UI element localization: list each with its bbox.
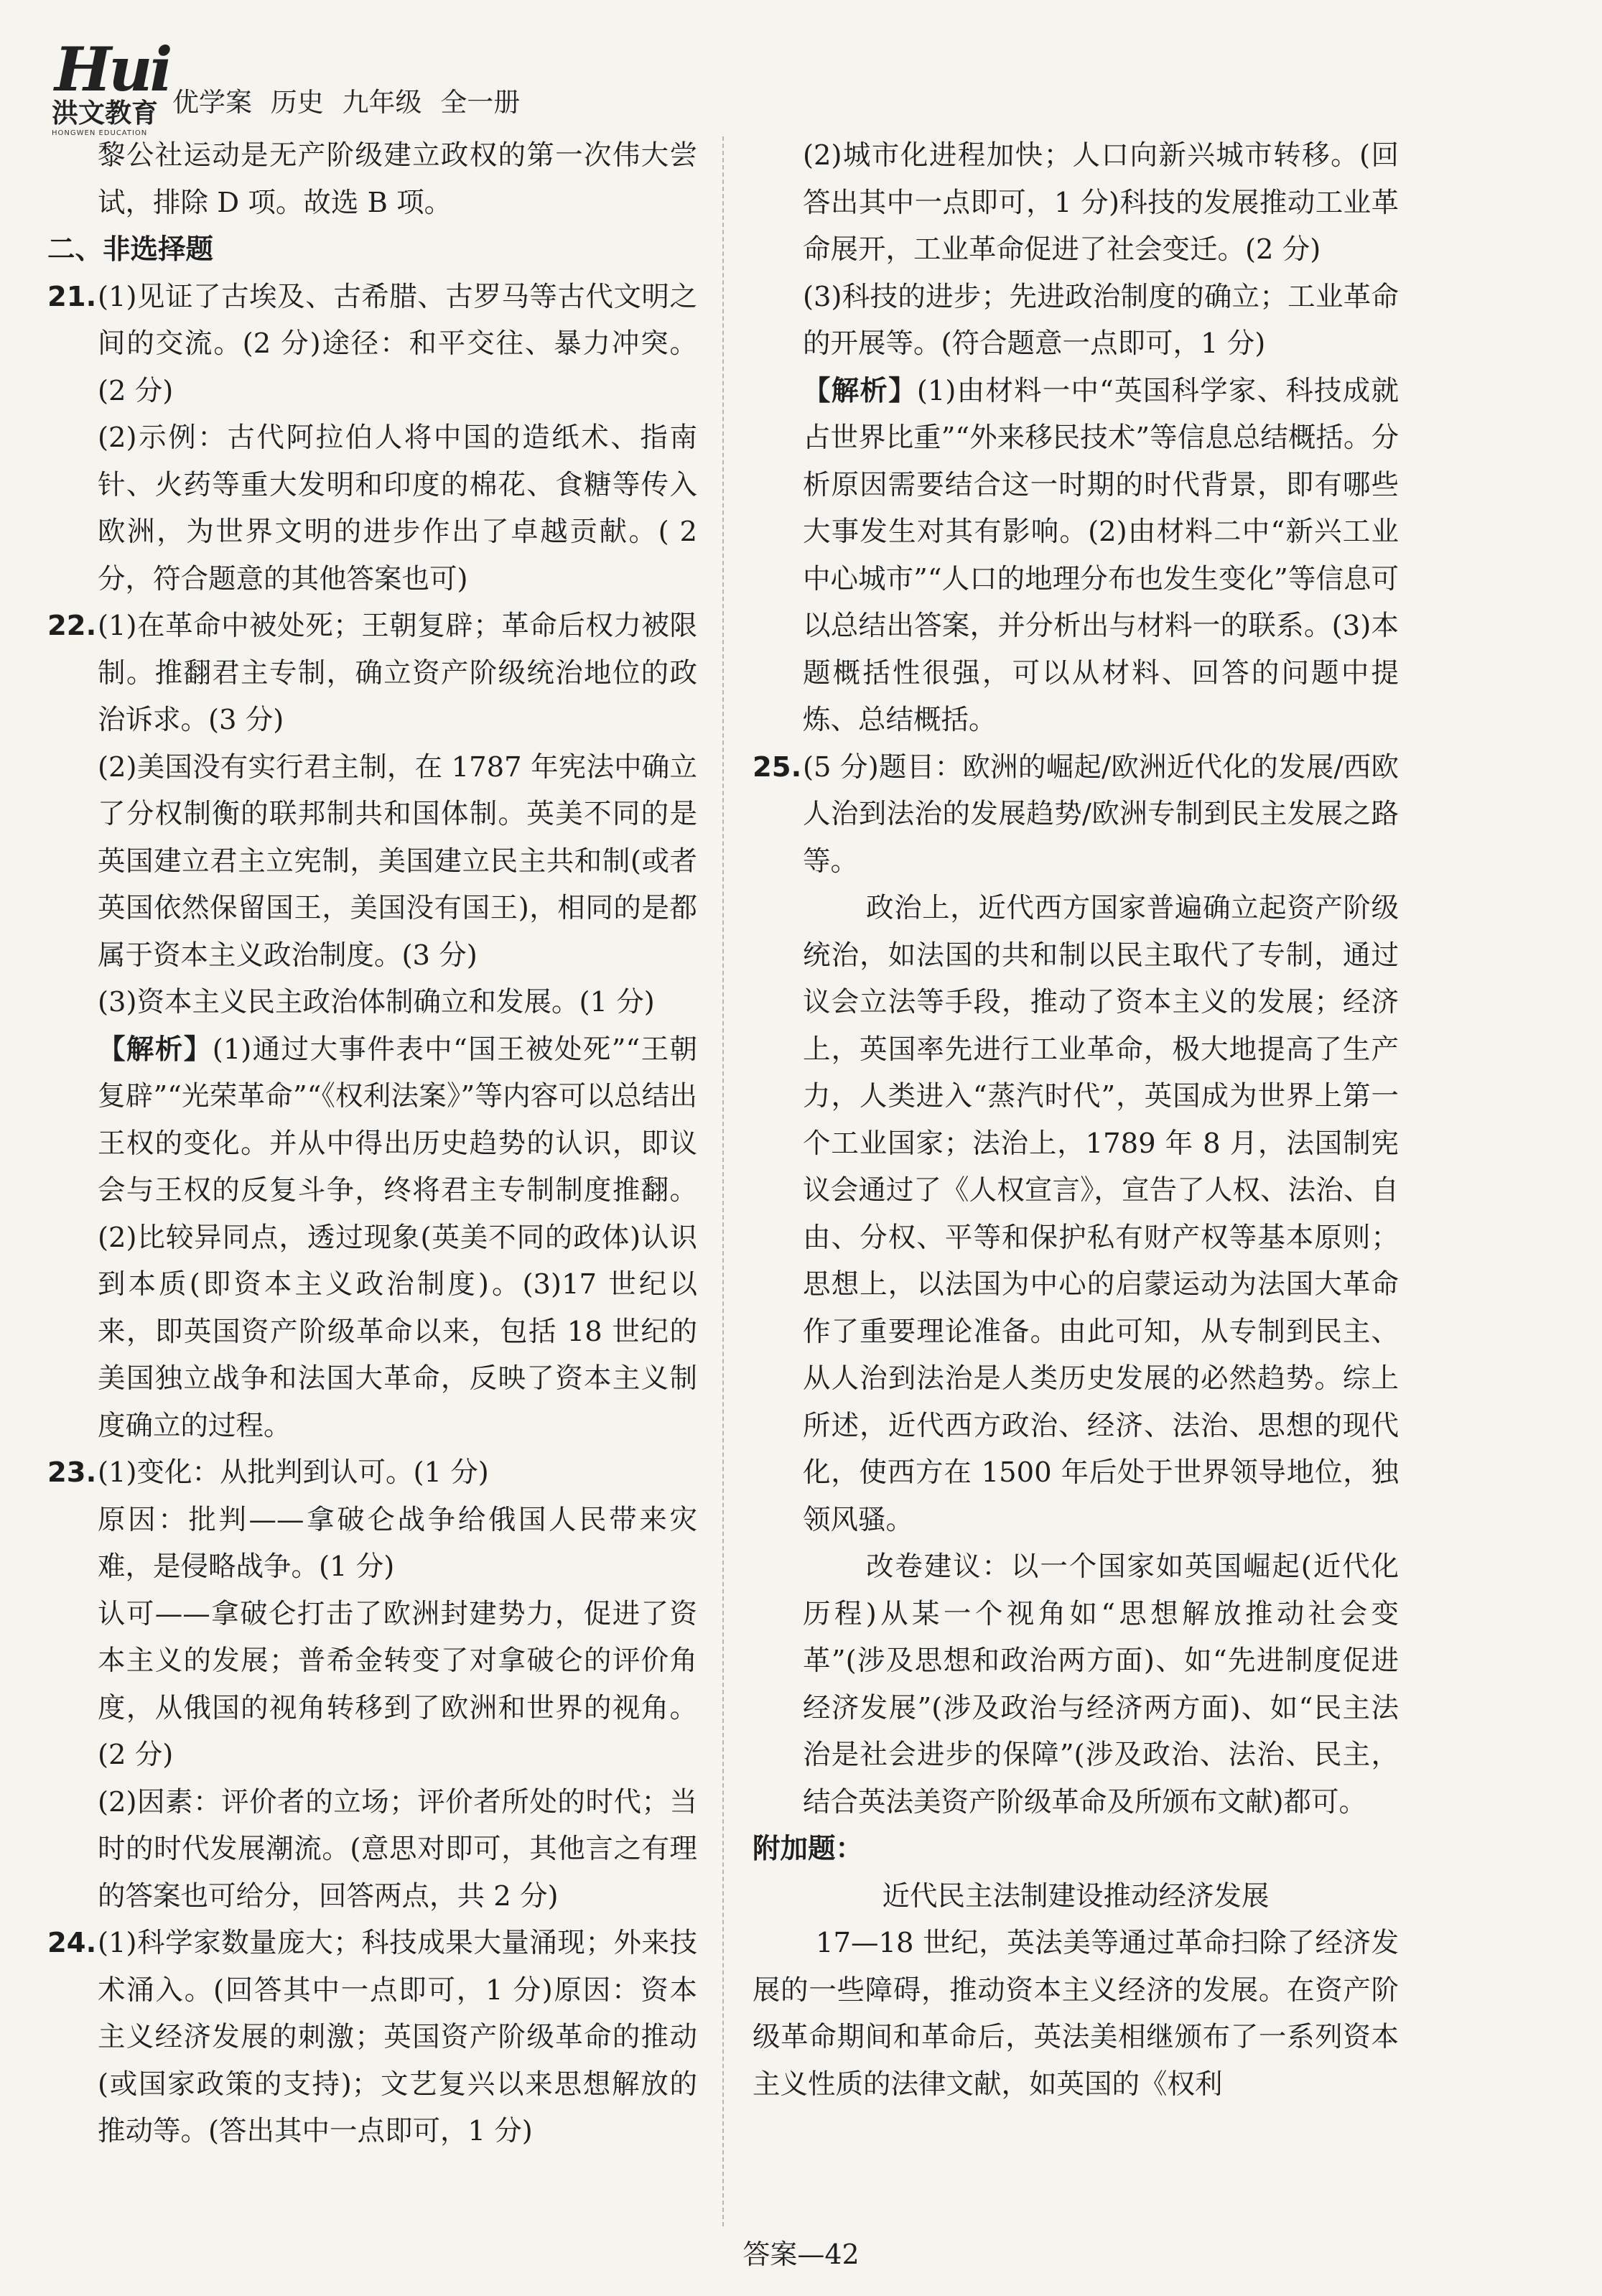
question-number: 24. [47, 1927, 97, 1959]
q22-part1: 22.(1)在革命中被处死；王朝复辟；革命后权力被限制。推翻君主专制，确立资产阶级统治地位的政治诉求。(3 分) [47, 603, 697, 744]
brand-name: 洪文教育 [52, 98, 158, 129]
book-info [172, 85, 530, 121]
subject: 历史 [270, 87, 324, 118]
q23-part2: (2)因素：评价者的立场；评价者所处的时代；当时的时代发展潮流。(意思对即可，其他言之有理的答案也可给分，回答两点，共 2 分) [98, 1785, 697, 1912]
right-column [753, 132, 1399, 2108]
q21-part1: 21.(1)见证了古埃及、古希腊、古罗马等古代文明之间的交流。(2 分)途径：和平交往、暴力冲突。(2 分) [47, 274, 697, 415]
question-number: 22. [47, 610, 97, 642]
question-number: 25. [753, 750, 802, 784]
page-number: 答案—42 [742, 2239, 860, 2270]
q25-grading-note: 改卷建议：以一个国家如英国崛起(近代化历程)从某一个视角如“思想解放推动社会变革”(涉及思想和政治两方面)、如“先进制度促进经济发展”(涉及政治与经济两方面)、如“民主法治是社会进步的保障”(涉及政治、法治、民主，结合英法美资产阶级革命及所颁布文献)都可。 [803, 1551, 1399, 1818]
page-header [52, 34, 698, 137]
analysis-tag: 【解析】 [803, 374, 917, 407]
left-column [47, 132, 697, 2155]
q25-essay: 政治上，近代西方国家普遍确立起资产阶级统治，如法国的共和制以民主取代了专制，通过议会立法等手段，推动了资本主义的发展；经济上，英国率先进行工业革命，极大地提高了生产力，人类进入“蒸汽时代”，英国成为世界上第一个工业国家；法治上，1789 年 8 月，法国制宪议会通过了《人权宣言》，宣告了人权、法治、自由、分权、平等和保护私有财产权等基本原则；思想上，以法国为中心的启蒙运动为法国大革命作了重要理论准备。由此可知，从专制到民主、从人治到法治是人类历史发展的必然趋势。综上所述，近代西方政治、经济、法治、思想的现代化，使西方在 1500 年后处于世界领导地位，独领风骚。 [803, 892, 1399, 1536]
q25-topic: 25.(5 分)题目：欧洲的崛起/欧洲近代化的发展/西欧人治到法治的发展趋势/欧洲专制到民主发展之路等。 [753, 744, 1399, 886]
grade: 九年级 [342, 87, 422, 118]
question-number: 23. [47, 1456, 97, 1489]
q23-approval: 认可——拿破仑打击了欧洲封建势力，促进了资本主义的发展；普希金转变了对拿破仑的评价角度，从俄国的视角转移到了欧洲和世界的视角。(2 分) [98, 1597, 697, 1771]
bonus-paragraph: 17—18 世纪，英法美等通过革命扫除了经济发展的一些障碍，推动资本主义经济的发展。在资产阶级革命期间和革命后，英法美相继颁布了一系列资本主义性质的法律文献，如英国的《权利 [753, 1927, 1399, 2101]
q22-part3: (3)资本主义民主政治体制确立和发展。(1 分) [98, 986, 655, 1018]
bonus-heading: 附加题： [753, 1833, 864, 1865]
q23-reason: 原因：批判——拿破仑战争给俄国人民带来灾难，是侵略战争。(1 分) [98, 1503, 697, 1583]
analysis-tag: 【解析】 [98, 1033, 213, 1066]
column-divider [722, 136, 724, 2226]
q22-analysis: 【解析】(1)通过大事件表中“国王被处死”“王朝复辟”“光荣革命”“《权利法案》”等内容可以总结出王权的变化。并从中得出历史趋势的认识，即议会与王权的反复斗争，终将君主专制制度推翻。(2)比较异同点，透过现象(英美不同的政体)认识到本质(即资本主义政治制度)。(3)17 世纪以来，即英国资产阶级革命以来，包括 18 世纪的美国独立战争和法国大革命，反映了资本主义制度确立的过程。 [98, 1033, 697, 1442]
volume: 全一册 [440, 87, 521, 118]
question-number: 21. [47, 280, 97, 313]
q22-part2: (2)美国没有实行君主制，在 1787 年宪法中确立了分权制衡的联邦制共和国体制。英美不同的是英国建立君主立宪制，美国建立民主共和制(或者英国依然保留国王，美国没有国王)，相同的是都属于资本主义政治制度。(3 分) [98, 750, 697, 972]
section-heading: 二、非选择题 [47, 233, 214, 266]
series-name: 优学案 [172, 87, 252, 118]
q24-part1: 24.(1)科学家数量庞大；科技成果大量涌现；外来技术涌入。(回答其中一点即可，1 分)原因：资本主义经济发展的刺激；英国资产阶级革命的推动(或国家政策的支持)；文艺复兴以来思想解放的推动等。(答出其中一点即可，1 分) [47, 1920, 697, 2155]
q21-part2: (2)示例：古代阿拉伯人将中国的造纸术、指南针、火药等重大发明和印度的棉花、食糖等传入欧洲，为世界文明的进步作出了卓越贡献。( 2 分，符合题意的其他答案也可) [98, 422, 697, 595]
q23-part1: 23.(1)变化：从批判到认可。(1 分) [47, 1449, 697, 1497]
q24-part2: (2)城市化进程加快；人口向新兴城市转移。(回答出其中一点即可，1 分)科技的发展推动工业革命展开，工业革命促进了社会变迁。(2 分) [803, 139, 1399, 266]
prev-answer-tail: 黎公社运动是无产阶级建立政权的第一次伟大尝试，排除 D 项。故选 B 项。 [98, 139, 697, 219]
bonus-title: 近代民主法制建设推动经济发展 [882, 1879, 1270, 1912]
q24-analysis: 【解析】(1)由材料一中“英国科学家、科技成就占世界比重”“外来移民技术”等信息总结概括。分析原因需要结合这一时期的时代背景，即有哪些大事发生对其有影响。(2)由材料二中“新兴工业中心城市”“人口的地理分布也发生变化”等信息可以总结出答案，并分析出与材料一的联系。(3)本题概括性很强，可以从材料、回答的问题中提炼、总结概括。 [803, 374, 1399, 736]
q24-part3: (3)科技的进步；先进政治制度的确立；工业革命的开展等。(符合题意一点即可，1 分) [803, 280, 1399, 360]
brand-logo: Hui [55, 34, 170, 105]
brand-name-en: HONGWEN EDUCATION [52, 129, 148, 137]
